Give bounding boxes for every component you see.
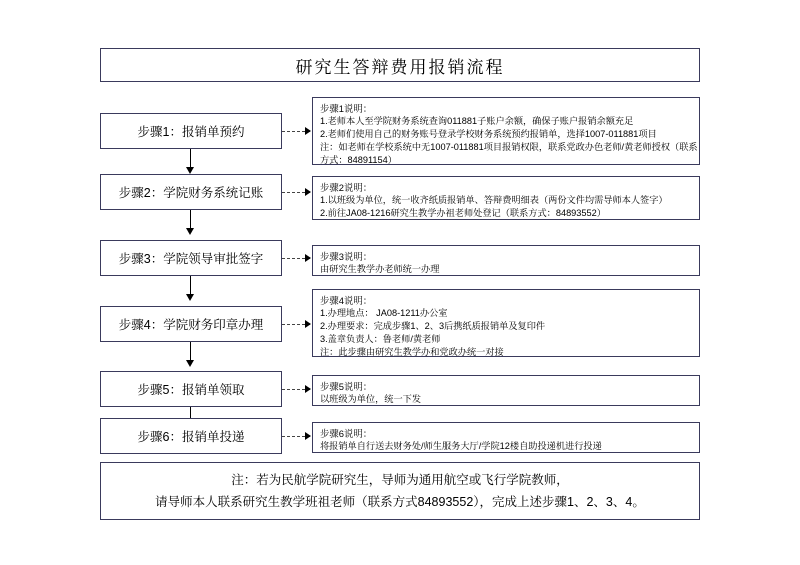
dash-arrow-6 [305,432,311,440]
step-label-6: 步骤6：报销单投递 [137,430,245,444]
step-box-2[interactable] [100,174,282,210]
page-title-text: 研究生答辩费用报销流程 [295,57,505,77]
dash-arrow-2 [305,188,311,196]
step-box-6[interactable] [100,418,282,454]
note-4-line-3: 3.盖章负责人：鲁老师/黄老师 [320,334,441,344]
note-5-line-0: 步骤5说明： [320,381,373,392]
step-label-4: 步骤4：学院财务印章办理 [118,318,264,332]
note-5-line-1: 以班级为单位，统一下发 [320,394,422,404]
step-box-4[interactable] [100,306,282,342]
note-6-line-1: 将报销单自行送去财务处/师生服务大厅/学院12楼自助投递机进行投递 [320,441,602,451]
note-1-line-2: 2.老师们使用自己的财务账号登录学校财务系统预约报销单，选择1007-011881项目 [320,129,657,139]
note-box-5 [312,375,700,406]
note-1-line-3: 注：如老师在学校系统中无1007-011881项目报销权限，联系党政办色老师/黄老师授权（联系 [320,142,698,152]
note-3-line-0: 步骤3说明： [320,251,373,262]
footer-line-2: 请导师本人联系研究生教学班祖老师（联系方式84893552），完成上述步骤1、2、3、4。 [155,495,645,509]
arrow-down-3-4 [186,294,194,301]
note-box-3 [312,245,700,276]
note-1-line-4: 方式：84891154） [320,155,397,165]
note-box-6 [312,422,700,453]
page-title [100,48,700,82]
note-6-line-0: 步骤6说明： [320,428,373,439]
note-box-4 [312,289,700,357]
note-box-1 [312,97,700,165]
footer-line-1: 注：若为民航学院研究生，导师为通用航空或飞行学院教师， [231,473,569,487]
note-3-line-1: 由研究生教学办老师统一办理 [320,264,440,274]
note-4-line-2: 2.办理要求：完成步骤1、2、3后携纸质报销单及复印件 [320,321,546,331]
note-4-line-4: 注：此步骤由研究生教学办和党政办统一对接 [320,347,504,357]
arrow-down-4-5 [186,360,194,367]
note-4-line-1: 1.办理地点： JA08-1211办公室 [320,308,448,318]
step-label-3: 步骤3：学院领导审批签字 [118,252,264,266]
note-2-line-0: 步骤2说明： [320,182,373,193]
note-2-line-1: 1.以班级为单位，统一收齐纸质报销单、答辩费明细表（两份文件均需导师本人签字） [320,195,668,205]
dash-arrow-3 [305,254,311,262]
step-box-5[interactable] [100,371,282,407]
step-box-3[interactable] [100,240,282,276]
dash-arrow-4 [305,320,311,328]
note-1-line-1: 1.老师本人至学院财务系统查询011881子账户余额，确保子账户报销余额充足 [320,116,634,126]
note-2-line-2: 2.前往JA08-1216研究生教学办祖老师处登记（联系方式：84893552） [320,208,606,218]
dash-arrow-1 [305,127,311,135]
arrow-down-1-2 [186,167,194,174]
note-4-line-0: 步骤4说明： [320,295,373,306]
step-label-5: 步骤5：报销单领取 [137,383,245,397]
step-box-1[interactable] [100,113,282,149]
note-1-line-0: 步骤1说明： [320,103,373,114]
footer-note [100,462,700,520]
arrow-down-2-3 [186,228,194,235]
dash-arrow-5 [305,385,311,393]
step-label-1: 步骤1：报销单预约 [137,125,245,139]
note-box-2 [312,176,700,220]
step-label-2: 步骤2：学院财务系统记账 [118,186,264,200]
